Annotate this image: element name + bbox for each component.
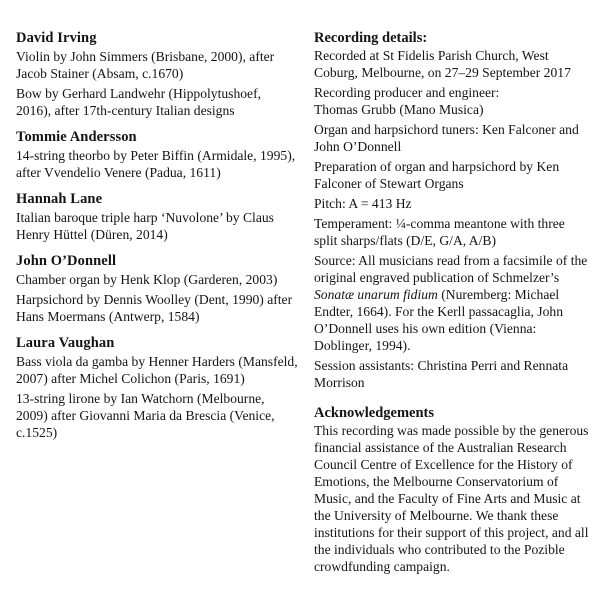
instrument-credit: Bow by Gerhard Landwehr (Hippolytushoef, 2016), after 17th-century Italian designs <box>16 86 262 118</box>
musician-entry <box>16 334 298 441</box>
acknowledgements-text: This recording was made possible by the generous financial assistance of the Australian Research Council Centre of Excellence for the History of Emotions, the Melbourne Conservatorium of Music, and the Faculty of Fine Arts and Music at the University of Melbourne. We thank these institutions for their support of this project, and all the individuals who contributed to the Pozible crowdfunding campaign. <box>314 423 589 574</box>
details-column <box>314 29 590 578</box>
musician-name: Laura Vaughan <box>16 335 115 351</box>
recording-details <box>314 29 590 391</box>
musician-name: Tommie Andersson <box>16 129 137 145</box>
pitch-info: Pitch: A = 413 Hz <box>314 196 412 211</box>
acknowledgements-heading: Acknowledgements <box>314 405 435 421</box>
musician-name: Hannah Lane <box>16 191 103 207</box>
instrument-credit: Chamber organ by Henk Klop (Garderen, 2003) <box>16 272 278 287</box>
instrument-credit: 14-string theorbo by Peter Biffin (Armidale, 1995), after Vvendelio Venere (Padua, 1611) <box>16 148 296 180</box>
instrument-credit: Violin by John Simmers (Brisbane, 2000), after Jacob Stainer (Absam, c.1670) <box>16 49 275 81</box>
recording-venue: Recorded at St Fidelis Parish Church, West Coburg, Melbourne, on 27–29 September 2017 <box>314 48 571 80</box>
source-info <box>314 252 590 354</box>
musician-entry <box>16 128 298 181</box>
source-title: Sonatæ unarum fidium <box>314 287 438 302</box>
musician-name: John O’Donnell <box>16 253 117 269</box>
instrument-credit: Bass viola da gamba by Henner Harders (Mansfeld, 2007) after Michel Colichon (Paris, 1691) <box>16 354 298 386</box>
musicians-column <box>16 29 298 450</box>
producer-name: Thomas Grubb (Mano Musica) <box>314 102 484 117</box>
instrument-credit: Harpsichord by Dennis Woolley (Dent, 1990) after Hans Moermans (Antwerp, 1584) <box>16 292 293 324</box>
musician-entry <box>16 190 298 243</box>
session-assistants: Session assistants: Christina Perri and Rennata Morrison <box>314 358 569 390</box>
musician-entry <box>16 252 298 325</box>
source-text-after: (Nuremberg: Michael Endter, 1664). For the Kerll passacaglia, John O’Donnell uses his own edition (Vienna: Doblinger, 1994). <box>314 287 563 353</box>
producer-label: Recording producer and engineer: <box>314 85 500 100</box>
producer-credit <box>314 84 590 118</box>
instrument-credit: 13-string lirone by Ian Watchorn (Melbourne, 2009) after Giovanni Maria da Brescia (Venice, c.1525) <box>16 391 275 440</box>
source-text-before: Source: All musicians read from a facsimile of the original engraved publication of Schmelzer’s <box>314 253 588 285</box>
tuners-credit: Organ and harpsichord tuners: Ken Falconer and John O’Donnell <box>314 122 579 154</box>
temperament-info: Temperament: ¼-comma meantone with three split sharps/flats (D/E, G/A, A/B) <box>314 216 565 248</box>
instrument-credit: Italian baroque triple harp ‘Nuvolone’ by Claus Henry Hüttel (Düren, 2014) <box>16 210 274 242</box>
acknowledgements-section <box>314 404 590 575</box>
musician-name: David Irving <box>16 30 97 46</box>
recording-details-heading: Recording details: <box>314 30 428 46</box>
musician-entry <box>16 29 298 119</box>
preparation-credit: Preparation of organ and harpsichord by Ken Falconer of Stewart Organs <box>314 159 560 191</box>
